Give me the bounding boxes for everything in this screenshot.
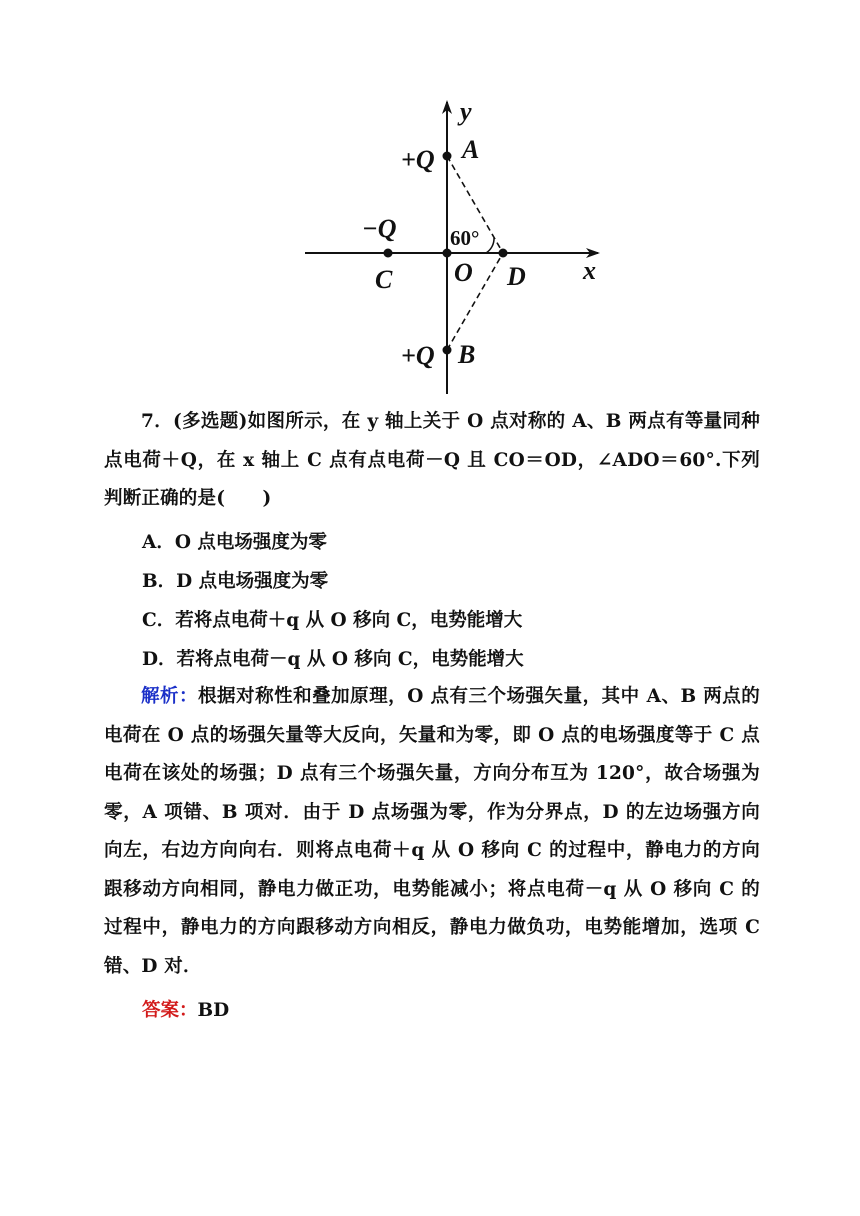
point-D [499,249,508,258]
y-axis-label: y [460,98,472,126]
option-c: C．若将点电荷＋q 从 O 移向 C，电势能增大 [142,610,523,631]
analysis-paragraph [104,678,760,986]
label-O: O [454,258,473,287]
label-A: A [462,135,480,164]
analysis-text: 根据对称性和叠加原理，O 点有三个场强矢量，其中 A、B 两点的电荷在 O 点的场强矢量等大反向，矢量和为零，即 O 点的电场强度等于 C 点电荷在该处的场强；D 点有三个场强矢量，方向分布互为 120°，故合场强为零，A 项错、B 项对．由于 D 点场强为零，作为分界点，D 的左边场强方向向左，右边方向向右．则将点电荷＋q 从 O 移向 C 的过程中，静电力的方向跟移动方向相同，静电力做正功，电势能减小；将点电荷－q 从 O 移向 C 的过程中，静电力的方向跟移动方向相反，静电力做负功，电势能增加，选项 C 错、D 对． [104,686,760,977]
diagram-svg [300,98,610,398]
option-b: B．D 点电场强度为零 [142,571,329,592]
charge-B: +Q [401,341,435,370]
answer-value: BD [197,1000,230,1021]
charge-A: +Q [401,145,435,174]
option-a: A．O 点电场强度为零 [142,532,327,553]
analysis-label: 解析： [141,686,199,707]
label-D: D [507,262,526,291]
point-B [443,346,452,355]
charge-diagram [300,98,610,398]
answer-line [142,996,229,1022]
point-A [443,152,452,161]
angle-label: 60° [450,226,480,250]
x-axis-label: x [583,256,596,285]
label-B: B [458,340,476,369]
question-text: 7．(多选题)如图所示，在 y 轴上关于 O 点对称的 A、B 两点有等量同种点电荷＋Q，在 x 轴上 C 点有点电荷－Q 且 CO＝OD，∠ADO＝60°.下列判断正确的是( ) [104,411,760,509]
option-d: D．若将点电荷－q 从 O 移向 C，电势能增大 [142,649,524,670]
answer-label: 答案： [142,1000,198,1021]
label-C: C [375,265,393,294]
point-C [384,249,393,258]
angle-arc [486,238,494,253]
charge-C: −Q [362,214,397,243]
